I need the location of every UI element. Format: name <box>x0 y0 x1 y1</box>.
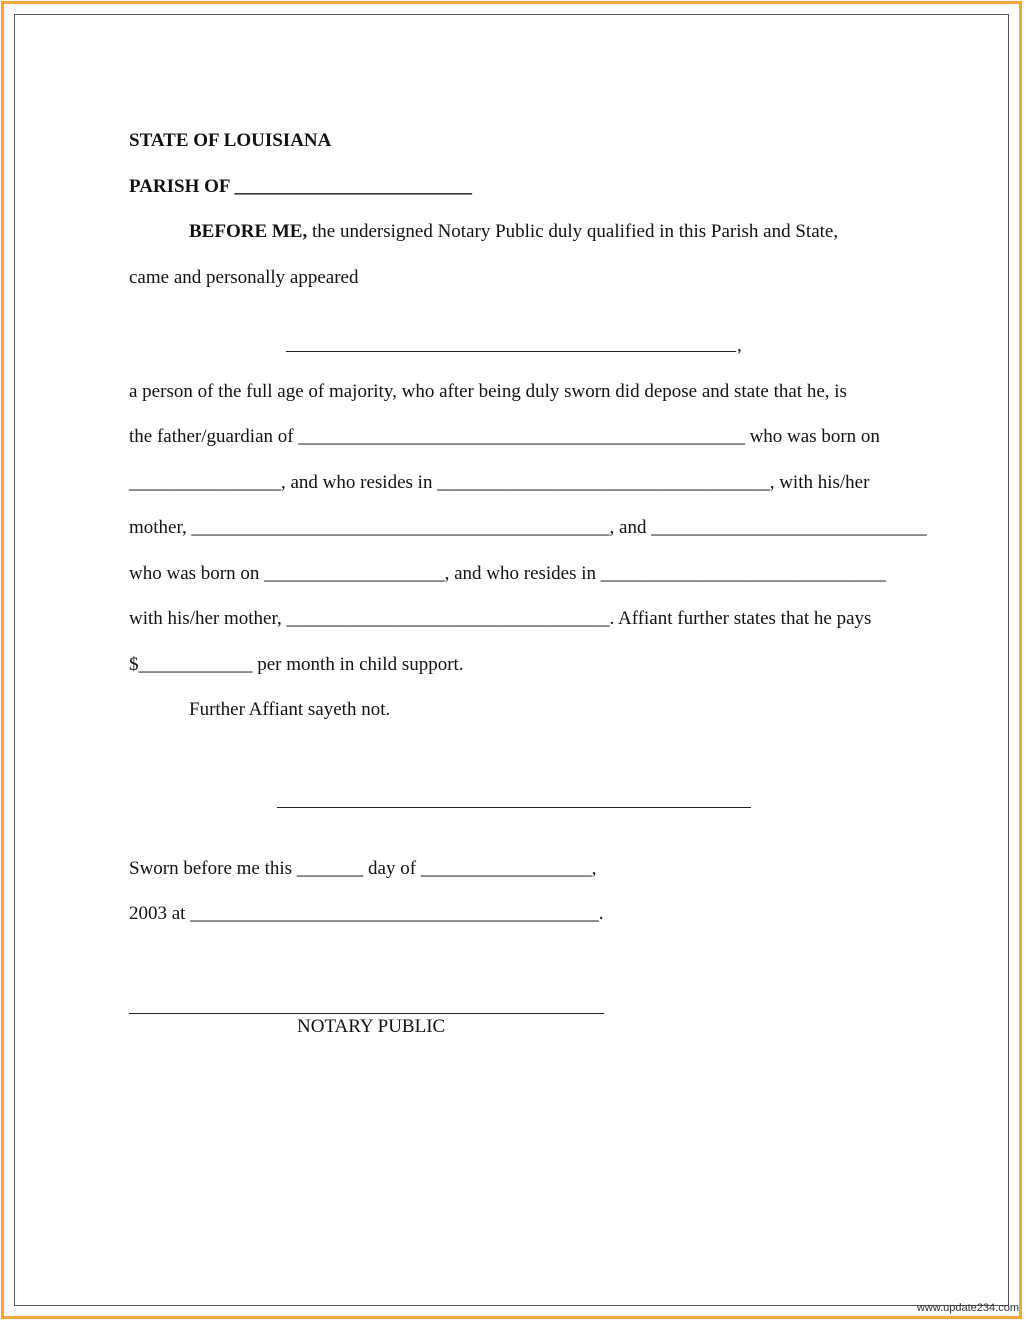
body-line-mother: mother, ____________________________________________, and _____________________________ <box>129 517 927 538</box>
closing-line: Further Affiant sayeth not. <box>189 699 391 720</box>
intro-paragraph-line <box>189 220 838 244</box>
before-me-label: BEFORE ME, <box>189 221 308 242</box>
body-line-support: $____________ per month in child support. <box>129 654 464 675</box>
notary-signature-blank <box>129 1013 604 1014</box>
affiant-name-blank <box>286 351 736 352</box>
affiant-name-comma: , <box>737 335 742 356</box>
parish-line: PARISH OF _________________________ <box>129 176 473 197</box>
state-heading: STATE OF LOUISIANA <box>129 130 332 151</box>
appeared-line: came and personally appeared <box>129 267 359 288</box>
watermark: www.update234.com <box>916 1302 1019 1314</box>
sworn-line: Sworn before me this _______ day of __________________, <box>129 858 597 879</box>
notary-label: NOTARY PUBLIC <box>297 1016 446 1037</box>
body-line-resides: ________________, and who resides in ___________________________________, with his/her <box>129 472 870 493</box>
intro-text: the undersigned Notary Public duly qualified in this Parish and State, <box>307 221 839 242</box>
body-line-affiant: with his/her mother, __________________________________. Affiant further states that he pays <box>129 608 872 629</box>
affiant-signature-blank <box>277 807 751 808</box>
body-line-born: who was born on ___________________, and who resides in ______________________________ <box>129 563 886 584</box>
body-line-majority: a person of the full age of majority, who after being duly sworn did depose and state that he, is <box>129 381 847 402</box>
year-line: 2003 at ___________________________________________. <box>129 903 604 924</box>
body-line-father: the father/guardian of _______________________________________________ who was born on <box>129 426 880 447</box>
